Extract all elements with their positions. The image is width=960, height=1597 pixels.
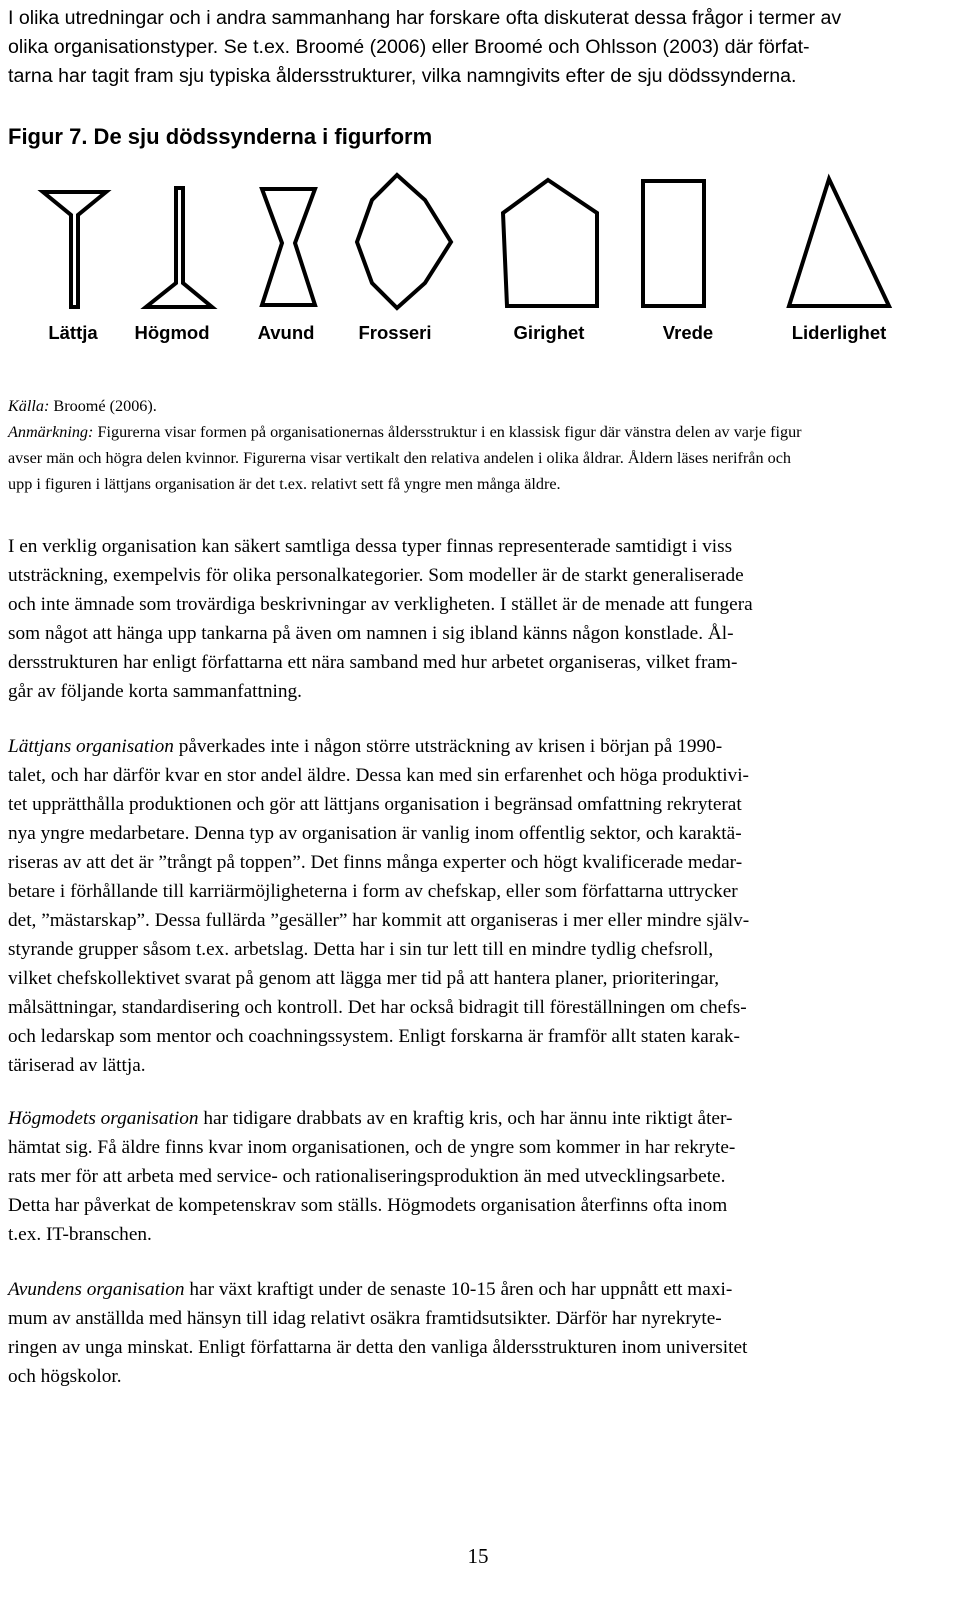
source-line <box>8 393 953 419</box>
paragraph-line: nya yngre medarbetare. Denna typ av organisation är vanlig inom offentlig sektor, och karaktä- <box>8 823 742 844</box>
page-number: 15 <box>467 1544 489 1568</box>
paragraph-line: rats mer för att arbeta med service- och rationaliseringsproduktion än med utvecklingsarbete. <box>8 1166 726 1187</box>
paragraph-line: betare i förhållande till karriärmöjligheterna i form av chefskap, eller som författarna uttrycker <box>8 881 738 902</box>
remark-text: Figurerna visar formen på organisationernas åldersstruktur i en klassisk figur där vänstra delen av varje figur <box>93 423 802 441</box>
source-label: Källa: <box>8 397 50 415</box>
paragraph-3 <box>8 1104 953 1249</box>
paragraph-line: går av följande korta sammanfattning. <box>8 681 302 702</box>
shape-label-girighet: Girighet <box>513 322 585 343</box>
shape-label-frosseri: Frosseri <box>358 322 432 343</box>
shape-label-vrede: Vrede <box>662 322 714 343</box>
paragraph-line: som något att hänga upp tankarna på även om namnen i sig ibland känns någon konstlade. Ål- <box>8 623 734 644</box>
hourglass-shape-icon <box>262 189 315 305</box>
paragraph-line: Lättjans organisation påverkades inte i någon större utsträckning av krisen i början på 1990- <box>8 736 723 757</box>
paragraph-line: hämtat sig. Få äldre finns kvar inom organisationen, och de yngre som kommer in har rekryte- <box>8 1137 736 1158</box>
paragraph-1 <box>8 532 953 706</box>
source-text: Broomé (2006). <box>49 397 157 415</box>
paragraph-line: mum av anställda med hänsyn till idag relativt osäkra framtidsutsikter. Därför har nyrekryte- <box>8 1308 722 1329</box>
hexagon-shape-icon <box>357 175 451 308</box>
triangle-shape-icon <box>789 179 889 306</box>
paragraph-line: Högmodets organisation har tidigare drabbats av en kraftig kris, och har ännu inte riktigt åter- <box>8 1108 733 1129</box>
shape-label-liderlighet: Liderlighet <box>791 322 887 343</box>
figure-note <box>8 393 953 497</box>
paragraph-line: vilket chefskollektivet svarat på genom att lägga mer tid på att hantera planer, prioriteringar, <box>8 968 720 989</box>
paragraph-line: och högskolor. <box>8 1366 122 1387</box>
figure-title: Figur 7. De sju dödssynderna i figurform <box>8 124 433 149</box>
paragraph-term: Avundens organisation <box>8 1279 185 1300</box>
paragraph-line: målsättningar, standardisering och kontroll. Det har också bidragit till föreställningen om chefs- <box>8 997 747 1018</box>
remark-line: upp i figuren i lättjans organisation är det t.ex. relativt sett få yngre men många äldre. <box>8 475 561 493</box>
intro-line: I olika utredningar och i andra sammanhang har forskare ofta diskuterat dessa frågor i termer av <box>8 7 842 29</box>
paragraph-line: Avundens organisation har växt kraftigt under de senaste 10-15 åren och har uppnått ett maxi- <box>8 1279 733 1300</box>
remark-label: Anmärkning: <box>8 423 94 441</box>
rectangle-shape-icon <box>643 181 704 306</box>
pentagon-shape-icon <box>503 180 597 306</box>
figure-shapes <box>0 165 960 315</box>
paragraph-line: t.ex. IT-branschen. <box>8 1224 152 1245</box>
intro-line: tarna har tagit fram sju typiska åldersstrukturer, vilka namngivits efter de sju dödssynderna. <box>8 65 797 87</box>
paragraph-term: Lättjans organisation <box>8 736 174 757</box>
remark-line <box>8 419 953 445</box>
inverted-funnel-shape-icon <box>146 188 212 307</box>
funnel-t-shape-icon <box>43 192 106 307</box>
paragraph-line: och ledarskap som mentor och coachningssystem. Enligt forskarna är framför allt staten karak- <box>8 1026 740 1047</box>
intro-line: olika organisationstyper. Se t.ex. Broomé (2006) eller Broomé och Ohlsson (2003) där förfat- <box>8 36 810 58</box>
shape-label-hogmod: Högmod <box>134 322 210 343</box>
paragraph-line: tet upprätthålla produktionen och gör att lättjans organisation i begränsad omfattning rekryterat <box>8 794 742 815</box>
paragraph-line: talet, och har därför kvar en stor andel äldre. Dessa kan med sin erfarenhet och höga produktivi- <box>8 765 749 786</box>
paragraph-line: riseras av att det är ”trångt på toppen”. Det finns många experter och högt kvalificerade medar- <box>8 852 743 873</box>
shape-label-lattja: Lättja <box>48 322 98 343</box>
intro-paragraph <box>8 4 953 91</box>
paragraph-term: Högmodets organisation <box>8 1108 199 1129</box>
paragraph-line: täriserad av lättja. <box>8 1055 146 1076</box>
paragraph-line: ringen av unga minskat. Enligt författarna är detta den vanliga åldersstrukturen inom universitet <box>8 1337 748 1358</box>
paragraph-line: dersstrukturen har enligt författarna ett nära samband med hur arbetet organiseras, vilket fram- <box>8 652 738 673</box>
paragraph-4 <box>8 1275 953 1391</box>
remark-line: avser män och högra delen kvinnor. Figurerna visar vertikalt den relativa andelen i olika åldrar. Åldern läses nerifrån och <box>8 449 792 467</box>
paragraph-line: Detta har påverkat de kompetenskrav som ställs. Högmodets organisation återfinns ofta inom <box>8 1195 728 1216</box>
paragraph-line: det, ”mästarskap”. Dessa fullärda ”gesäller” har kommit att organiseras i mer eller mindre själv- <box>8 910 750 931</box>
paragraph-line: I en verklig organisation kan säkert samtliga dessa typer finnas representerade samtidigt i viss <box>8 536 733 557</box>
paragraph-line: utsträckning, exempelvis för olika personalkategorier. Som modeller är de starkt generaliserade <box>8 565 744 586</box>
paragraph-line: och inte ämnade som trovärdiga beskrivningar av verkligheten. I stället är de menade att fungera <box>8 594 753 615</box>
paragraph-2 <box>8 732 953 1080</box>
shape-label-avund: Avund <box>257 322 315 343</box>
paragraph-line: styrande grupper såsom t.ex. arbetslag. Detta har i sin tur lett till en mindre tydlig chefsroll, <box>8 939 714 960</box>
